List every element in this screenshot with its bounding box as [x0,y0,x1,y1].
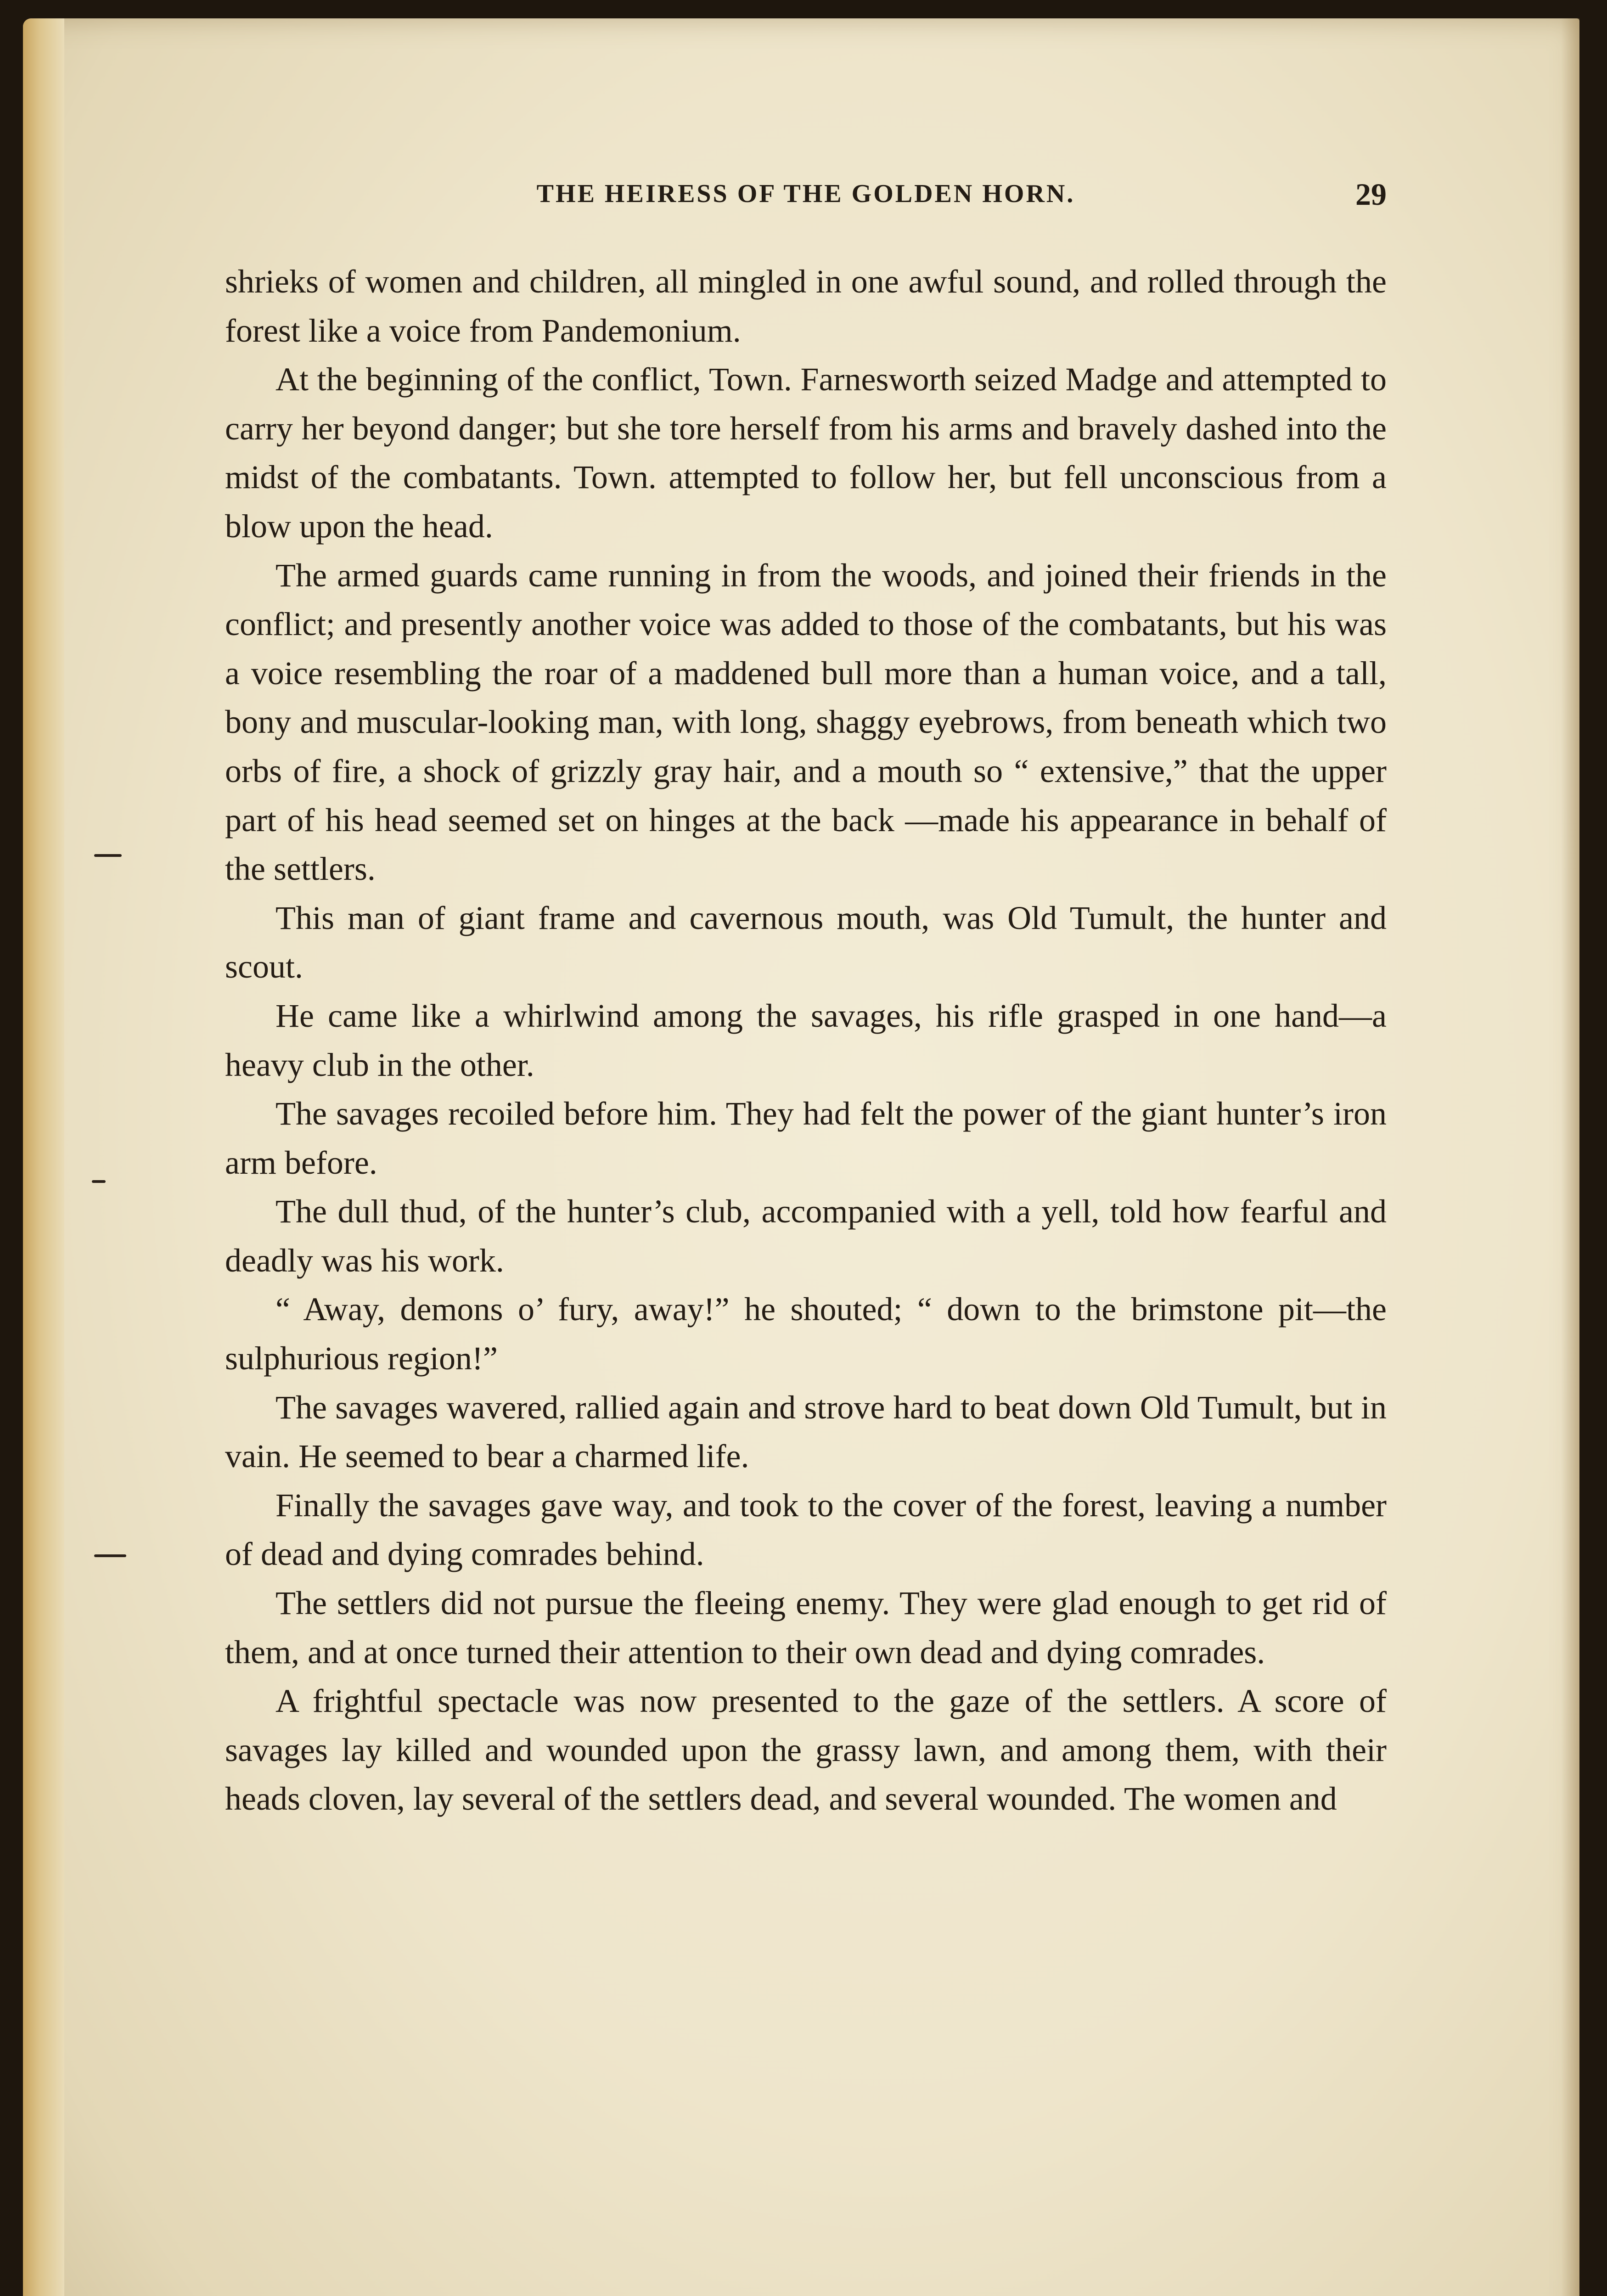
page-gutter [23,18,64,2296]
paragraph: A frightful spectacle was now presented to the gaze of the settlers. A score of savages lay killed and wounded upon the grassy lawn, and among them, with their heads cloven, lay several of the settlers dead, and several wounded. The women and [225,1683,1387,1818]
paragraph: The armed guards came running in from the woods, and joined their friends in the conflict; and presently another voice was added to those of the combatants, but his was a voice resembling the roar of a maddened bull more than a human voice, and a tall, bony and muscular-looking man, with long, shaggy eyebrows, from beneath which two orbs of fire, a shock of grizzly gray hair, and a mouth so “ extensive,” that the upper part of his head seemed set on hinges at the back —made his appearance in behalf of the settlers. [225,557,1387,888]
page-header [225,179,1387,220]
paragraph: “ Away, demons o’ fury, away!” he shouted; “ down to the brimstone pit—the sulphurious region!” [225,1291,1387,1377]
margin-mark [94,854,122,857]
running-title: THE HEIRESS OF THE GOLDEN HORN. [536,180,1075,208]
paragraph: At the beginning of the conflict, Town. Farnesworth seized Madge and attempted to carry her beyond danger; but she tore herself from his arms and bravely dashed into the midst of the combatants. Town. attempted to follow her, but fell unconscious from a blow upon the head. [225,361,1387,545]
paragraph: He came like a whirlwind among the savages, his rifle grasped in one hand—a heavy club in the other. [225,997,1387,1083]
paragraph: Finally the savages gave way, and took to the cover of the forest, leaving a number of dead and dying comrades behind. [225,1486,1387,1573]
paragraph: shrieks of women and children, all mingled in one awful sound, and rolled through the forest like a voice from Pandemonium. [225,263,1387,349]
page-edge-shadow [1561,18,1579,2296]
paragraph: This man of giant frame and cavernous mouth, was Old Tumult, the hunter and scout. [225,899,1387,985]
paragraph: The savages recoiled before him. They had felt the power of the giant hunter’s iron arm before. [225,1095,1387,1181]
paragraph: The dull thud, of the hunter’s club, accompanied with a yell, told how fearful and deadly was his work. [225,1193,1387,1279]
paragraph: The settlers did not pursue the fleeing enemy. They were glad enough to get rid of them, and at once turned their attention to their own dead and dying comrades. [225,1585,1387,1671]
margin-mark [94,1554,126,1557]
page-number: 29 [1355,177,1387,212]
margin-mark [92,1180,106,1183]
paragraph: The savages wavered, rallied again and strove hard to beat down Old Tumult, but in vain. He seemed to bear a charmed life. [225,1389,1387,1475]
body-text [225,257,1387,1823]
